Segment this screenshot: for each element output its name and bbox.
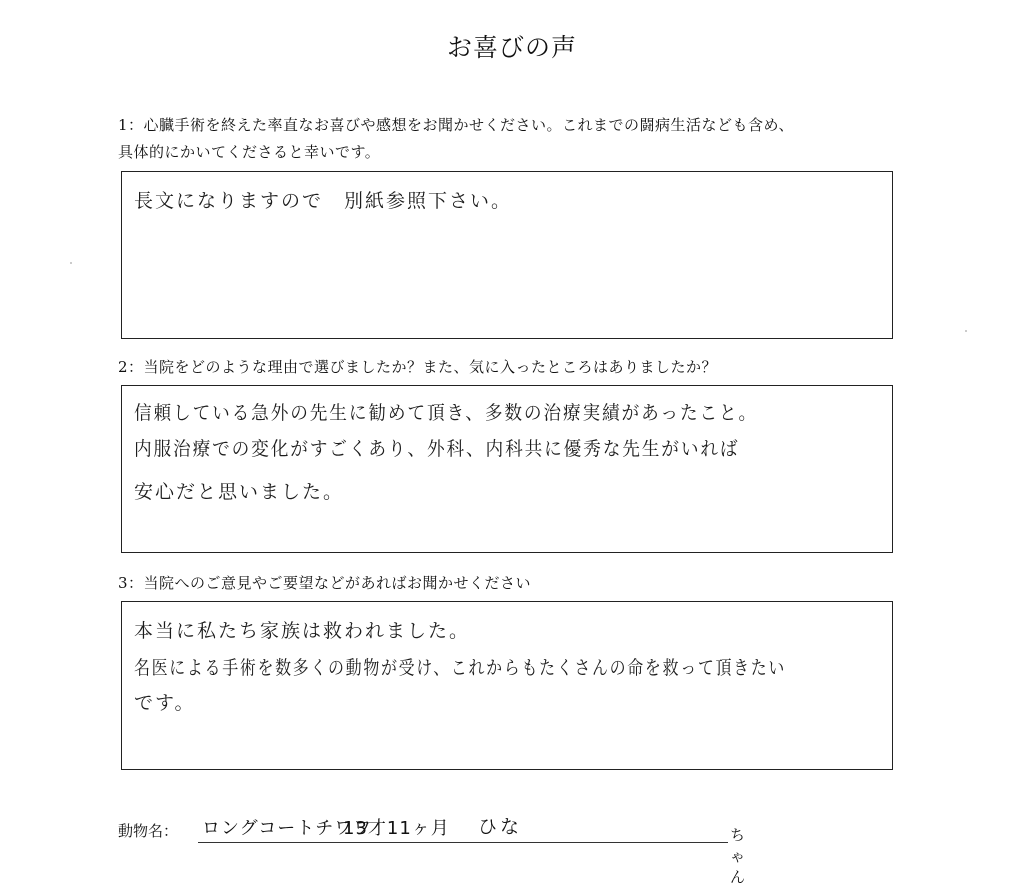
animal-name-row (118, 812, 746, 886)
page-title: お喜びの声 (446, 33, 577, 62)
question-3 (118, 570, 898, 597)
answer-1-line-1: 長文になりますので 別紙参照下さい。 (134, 190, 513, 212)
animal-name-value: ひな (478, 816, 523, 838)
answer-3-line-1: 本当に私たち家族は救われました。 (134, 620, 471, 642)
animal-name-suffix: ちゃん (730, 826, 746, 886)
answer-2-line-3: 安心だと思いました。 (134, 481, 345, 503)
animal-age: 13才11ヶ月 (343, 818, 450, 839)
question-1-line-2: 具体的にかいてくださると幸いです。 (118, 143, 381, 161)
animal-name-label: 動物名： (118, 822, 179, 840)
animal-name-underline (198, 842, 728, 843)
answer-box-3 (121, 601, 893, 770)
question-1-line-1: 1：心臓手術を終えた率直なお喜びや感想をお聞かせください。これまでの闘病生活なども含め、 (118, 116, 794, 134)
answer-box-1 (121, 171, 893, 339)
answer-2-line-2: 内服治療での変化がすごくあり、外科、内科共に優秀な先生がいれば (134, 438, 740, 460)
question-1 (118, 112, 898, 166)
answer-box-2 (121, 385, 893, 553)
answer-3-line-3: です。 (134, 692, 196, 714)
question-2 (118, 354, 898, 381)
answer-3-line-2: 名医による手術を数多くの動物が受け、これからもたくさんの命を救って頂きたい (134, 657, 787, 679)
question-3-line-1: 3：当院へのご意見やご要望などがあればお聞かせください (118, 574, 532, 592)
scan-speck (965, 330, 967, 332)
animal-breed: ロングコートチワワ (202, 818, 373, 839)
question-2-line-1: 2：当院をどのような理由で選びましたか？また、気に入ったところはありましたか？ (118, 358, 718, 376)
scan-speck (70, 262, 72, 264)
answer-2-line-1: 信頼している急外の先生に勧めて頂き、多数の治療実績があったこと。 (134, 402, 759, 424)
